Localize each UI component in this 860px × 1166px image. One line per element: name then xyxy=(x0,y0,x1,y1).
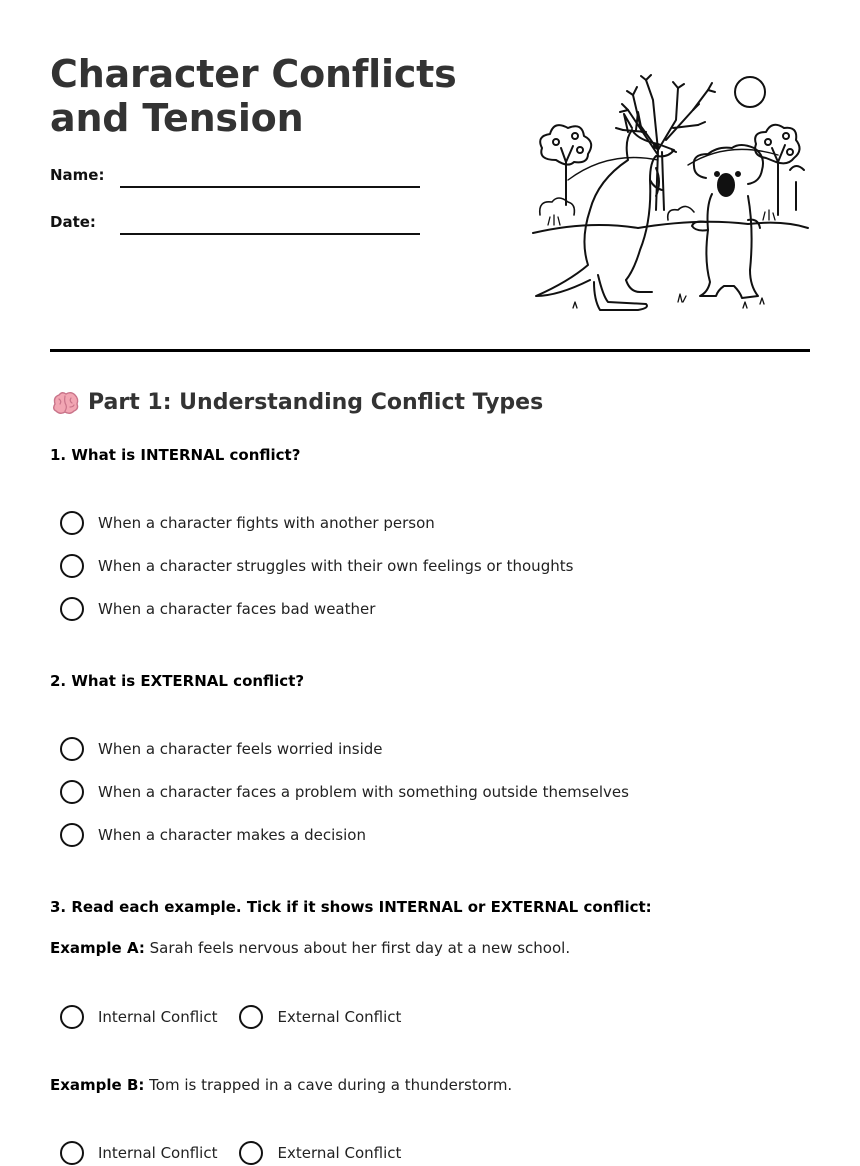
example-a-label: Example A: xyxy=(50,939,145,957)
q2-option-c[interactable] xyxy=(60,822,366,848)
option-text: When a character struggles with their own feelings or thoughts xyxy=(98,557,574,575)
radio-circle[interactable] xyxy=(60,737,84,761)
header-divider xyxy=(50,349,810,352)
q1-option-c[interactable] xyxy=(60,596,375,622)
example-a-text: Sarah feels nervous about her first day at a new school. xyxy=(149,939,571,957)
option-text: When a character faces bad weather xyxy=(98,600,376,618)
example-b-choices xyxy=(60,1140,423,1166)
example-b-text: Tom is trapped in a cave during a thunderstorm. xyxy=(149,1076,513,1094)
example-b-external-option[interactable] xyxy=(239,1141,401,1165)
radio-circle[interactable] xyxy=(60,554,84,578)
radio-circle[interactable] xyxy=(60,511,84,535)
example-a xyxy=(50,939,570,957)
option-text: When a character feels worried inside xyxy=(98,740,383,758)
tree-icon xyxy=(616,75,715,210)
name-label: Name: xyxy=(50,166,105,184)
brain-icon xyxy=(50,390,80,416)
option-text: When a character makes a decision xyxy=(98,826,366,844)
date-input-line[interactable] xyxy=(120,233,420,235)
example-a-external-option[interactable] xyxy=(239,1005,401,1029)
q2-option-a[interactable] xyxy=(60,736,383,762)
option-text: Internal Conflict xyxy=(98,1144,218,1162)
option-text: When a character faces a problem with something outside themselves xyxy=(98,783,629,801)
bush-tree-icon xyxy=(540,125,591,205)
option-text: When a character fights with another person xyxy=(98,514,435,532)
example-a-internal-option[interactable] xyxy=(60,1005,217,1029)
option-text: Internal Conflict xyxy=(98,1008,218,1026)
radio-circle[interactable] xyxy=(60,1141,84,1165)
radio-circle[interactable] xyxy=(239,1005,263,1029)
question-1-prompt: 1. What is INTERNAL conflict? xyxy=(50,446,301,464)
option-text: External Conflict xyxy=(277,1144,402,1162)
kangaroo-icon xyxy=(536,112,676,310)
part1-title-text: Part 1: Understanding Conflict Types xyxy=(88,390,544,415)
example-b xyxy=(50,1076,512,1094)
radio-circle[interactable] xyxy=(60,1005,84,1029)
q1-option-b[interactable] xyxy=(60,553,573,579)
worksheet-title: Character Conflicts and Tension xyxy=(50,52,457,140)
radio-circle[interactable] xyxy=(60,597,84,621)
kangaroo-and-koala-illustration xyxy=(528,70,813,315)
q1-option-a[interactable] xyxy=(60,510,435,536)
q2-option-b[interactable] xyxy=(60,779,629,805)
question-2-prompt: 2. What is EXTERNAL conflict? xyxy=(50,672,305,690)
example-b-internal-option[interactable] xyxy=(60,1141,217,1165)
example-a-choices xyxy=(60,1004,423,1030)
sun-icon xyxy=(735,77,765,107)
date-label: Date: xyxy=(50,213,96,231)
part1-title xyxy=(50,389,543,417)
radio-circle[interactable] xyxy=(60,780,84,804)
radio-circle[interactable] xyxy=(60,823,84,847)
radio-circle[interactable] xyxy=(239,1141,263,1165)
option-text: External Conflict xyxy=(277,1008,402,1026)
question-3-prompt: 3. Read each example. Tick if it shows INTERNAL or EXTERNAL conflict: xyxy=(50,898,652,916)
name-input-line[interactable] xyxy=(120,186,420,188)
example-b-label: Example B: xyxy=(50,1076,145,1094)
